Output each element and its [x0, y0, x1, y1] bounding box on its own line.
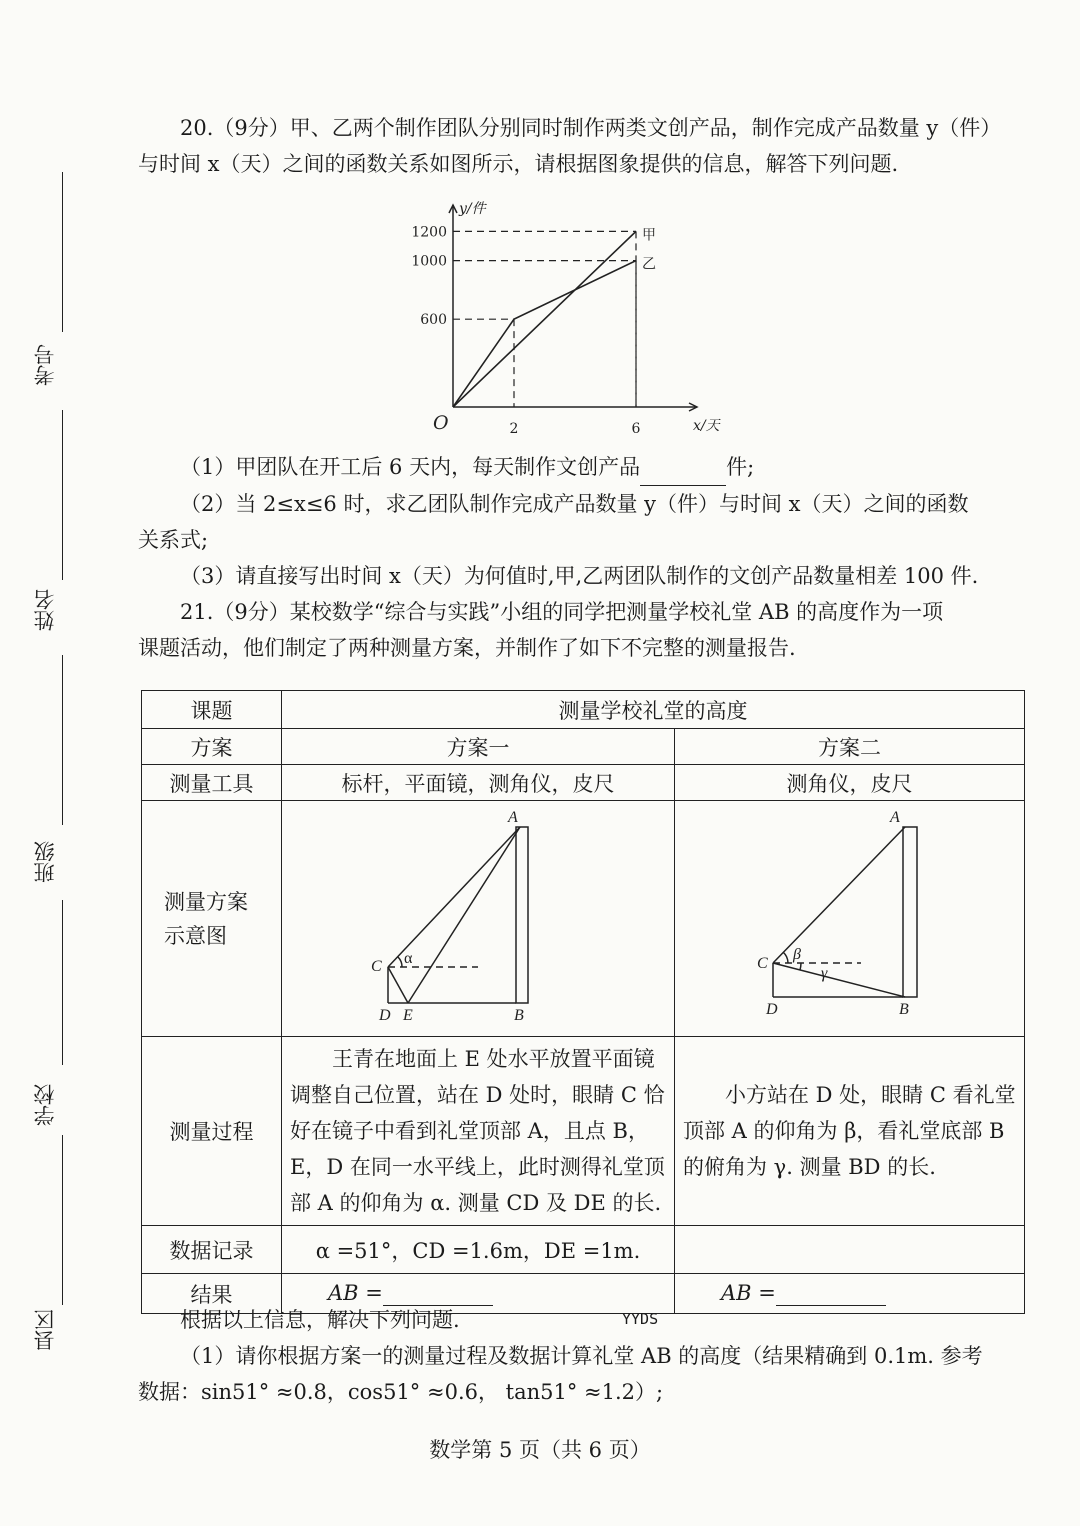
- fig1-label-a: A: [508, 808, 518, 826]
- plan2-diagram: [675, 803, 1025, 1035]
- fig1-label-b: B: [514, 1006, 524, 1024]
- q20-sub2-line1: （2）当 2≤x≤6 时，求乙团队制作完成产品数量 y（件）与时间 x（天）之间的函数: [180, 492, 969, 516]
- row-label-diagram-line2: 示意图: [164, 923, 227, 948]
- plan1-diagram: [282, 803, 675, 1035]
- q21-line1: 21.（9分）某校数学“综合与实践”小组的同学把测量学校礼堂 AB 的高度作为一项: [180, 600, 944, 624]
- row-label-data: 数据记录: [142, 1226, 282, 1274]
- x-tick-0: 2: [509, 421, 519, 437]
- page-footer: 数学第 5 页（共 6 页）: [429, 1438, 651, 1462]
- building-ab: [903, 827, 917, 997]
- plan2-result-label: AB =: [721, 1281, 776, 1305]
- fig2-label-beta: β: [793, 945, 801, 963]
- fig1-label-c: C: [371, 957, 382, 975]
- q21-stem: [138, 594, 1038, 666]
- q21-line2: 课题活动，他们制定了两种测量方案，并制作了如下不完整的测量报告.: [138, 636, 796, 660]
- row-label-diagram-line1: 测量方案: [164, 889, 248, 914]
- x-tick-1: 6: [631, 421, 641, 437]
- y-axis-label: y/件: [459, 201, 486, 217]
- plan2-diagram-cell: [675, 801, 1025, 1037]
- line-ca: [773, 827, 905, 963]
- plan2-process: 小方站在 D 处，眼睛 C 看礼堂顶部 A 的仰角为 β，看礼堂底部 B 的俯角为 γ. 测量 BD 的长.: [675, 1037, 1025, 1226]
- plan2-header: 方案二: [675, 729, 1025, 765]
- fig1-label-e: E: [403, 1006, 413, 1024]
- series-line-1: [453, 261, 636, 407]
- series-label-1: 乙: [642, 256, 656, 273]
- binding-line-4: [62, 900, 63, 1065]
- fig1-label-d: D: [379, 1006, 391, 1024]
- q20-sub1-text: （1）甲团队在开工后 6 天内，每天制作文创产品: [180, 455, 641, 479]
- fig2-label-b: B: [899, 1000, 909, 1018]
- q21-after-line1: （1）请你根据方案一的测量过程及数据计算礼堂 AB 的高度（结果精确到 0.1m. 参考: [180, 1344, 983, 1368]
- building-ab: [516, 827, 528, 1003]
- line-ca: [388, 827, 520, 967]
- angle-gamma-arc: [800, 963, 801, 970]
- q21-followup: [138, 1302, 1038, 1410]
- exam-no-label: 考号: [33, 344, 57, 386]
- q20-sub3: （3）请直接写出时间 x（天）为何值时,甲,乙两团队制作的文创产品数量相差 100 件.: [180, 564, 979, 588]
- q20-line2: 与时间 x（天）之间的函数关系如图所示，请根据图象提供的信息，解答下列问题.: [138, 152, 899, 176]
- school-label: 学校: [33, 1084, 57, 1126]
- graph-axes: [449, 205, 697, 411]
- origin-label: O: [433, 412, 449, 434]
- row-label-process: 测量过程: [142, 1037, 282, 1226]
- row-label-result: 结果: [142, 1274, 282, 1314]
- plan1-tools: 标杆，平面镜，测角仪，皮尺: [282, 765, 675, 801]
- plan2-tools: 测角仪，皮尺: [675, 765, 1025, 801]
- q20-subquestions: [138, 449, 1038, 594]
- row-label-diagram: [142, 801, 282, 1037]
- fig2-label-a: A: [890, 808, 900, 826]
- binding-line-1: [62, 172, 63, 332]
- fig1-label-alpha: α: [404, 949, 413, 967]
- fig2-label-gamma: γ: [821, 964, 828, 982]
- fig2-label-c: C: [757, 954, 768, 972]
- binding-line-3: [62, 655, 63, 825]
- binding-line-2: [62, 410, 63, 580]
- plan2-data[interactable]: [675, 1226, 1025, 1274]
- x-axis-label: x/天: [693, 418, 720, 434]
- y-tick-1: 1000: [411, 253, 447, 270]
- plan1-data: α =51°，CD =1.6m，DE =1m.: [282, 1226, 675, 1274]
- q20-line1: 20.（9分）甲、乙两个制作团队分别同时制作两类文创产品，制作完成产品数量 y（件）: [180, 116, 1002, 140]
- q20-sub2-line2: 关系式;: [138, 528, 209, 552]
- row-label-tools: 测量工具: [142, 765, 282, 801]
- plan1-header: 方案一: [282, 729, 675, 765]
- measurement-report-table: [141, 690, 1025, 1314]
- angle-beta-arc: [783, 952, 788, 963]
- line-ce: [388, 967, 408, 1003]
- county-label: 县区: [33, 1309, 57, 1351]
- q20-stem: [138, 110, 1038, 182]
- q20-sub1-blank[interactable]: [640, 449, 726, 486]
- line-cb: [773, 963, 905, 997]
- binding-line-5: [62, 1135, 63, 1305]
- name-label: 姓名: [33, 589, 57, 631]
- function-graph: [405, 195, 735, 445]
- watermark-text: YYDS: [622, 1310, 659, 1328]
- topic-cell: 测量学校礼堂的高度: [282, 691, 1025, 729]
- q20-sub1-unit: 件;: [726, 455, 755, 479]
- plan1-process: 王青在地面上 E 处水平放置平面镜调整自己位置，站在 D 处时，眼睛 C 恰好在镜子中看到礼堂顶部 A，且点 B，E，D 在同一水平线上，此时测得礼堂顶部 A 的仰角为 α. 测量 CD 及 DE 的长.: [282, 1037, 675, 1226]
- class-label: 班级: [33, 841, 57, 883]
- line-ea: [408, 827, 520, 1003]
- row-label-topic: 课题: [142, 691, 282, 729]
- y-tick-0: 600: [420, 312, 447, 329]
- row-label-plan: 方案: [142, 729, 282, 765]
- q21-after-line2: 数据：sin51° ≈0.8，cos51° ≈0.6， tan51° ≈1.2）;: [138, 1380, 664, 1404]
- plan1-result-label: AB =: [328, 1281, 383, 1305]
- y-tick-2: 1200: [411, 224, 447, 241]
- plan1-diagram-cell: [282, 801, 675, 1037]
- q21-after-line0: 根据以上信息，解决下列问题.: [180, 1308, 460, 1332]
- angle-alpha-arc: [398, 957, 402, 967]
- fig2-label-d: D: [766, 1000, 778, 1018]
- series-label-0: 甲: [642, 227, 656, 244]
